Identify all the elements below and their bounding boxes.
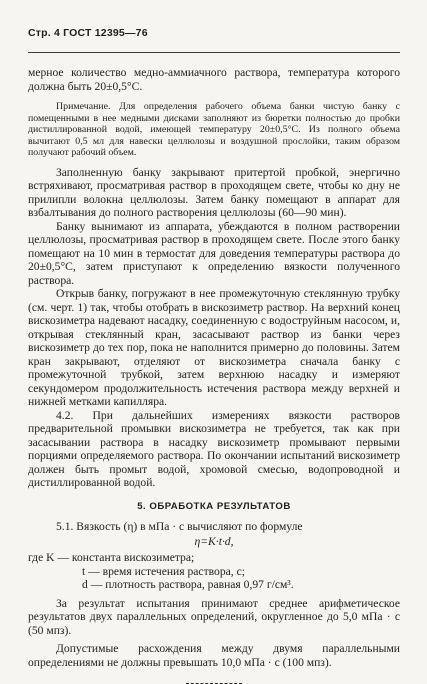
viscosity-formula: η=K·t·d, [194, 534, 234, 548]
definition-t: t — время истечения раствора, с; [82, 564, 245, 578]
paragraph-thermostat: Банку вынимают из аппарата, убеждаются в полном растворении целлюлозы, просматривая раствор в проходящем свете. После этого банку помещают на 10 мин в термостат для доведения температуры раствора до 20±0,5°С, затем приступают к определению вязкости полученного раствора. [28, 219, 400, 287]
paragraph-5-1: 5.1. Вязкость (η) в мПа · с вычисляют по формуле [56, 520, 303, 534]
paragraph-viscometer: Открыв банку, погружают в нее промежуточную стеклянную трубку (см. черт. 1) так, чтобы отобрать в вискозиметр раствор. На верхний конец вискозиметра надевают насадку, соединенную с водоструйным насосом, и, открывая стеклянный кран, засасывают раствор из банки через вискозиметр до тех пор, пока не наполнится примерно до половины. Затем кран закрывают, отделяют от вискозиметра сначала банку с промежуточной трубкой, затем верхнюю насадку и измеряют секундомером продолжительность истечения раствора между верхней и нижней метками капилляра. [28, 287, 400, 409]
definition-k [28, 551, 400, 565]
paragraph-result: За результат испытания принимают среднее арифметическое результатов двух параллельных определений, округленное до 5,0 мПа · с (50 мпз). [28, 596, 400, 637]
note-paragraph: Примечание. Для определения рабочего объема банки чистую банку с помещенными в нее медными дисками заполняют из бюретки полностью до пробки дистиллированной водой, имеющей температуру 20±0,5°С. Из полного объема вычитают 0,5 мл для навески целлюлозы и воздушной прослойки, таким образом получают рабочий объем. [28, 101, 400, 159]
header-rule [28, 52, 400, 53]
definition-k-text: K — константа вискозиметра; [46, 551, 195, 565]
paragraph-continuation: мерное количество медно-аммиачного раствора, температура которого должна быть 20±0,5°С. [28, 66, 400, 93]
document-body [28, 66, 400, 684]
section-title: 5. ОБРАБОТКА РЕЗУЛЬТАТОВ [137, 500, 291, 512]
paragraph-4-2: 4.2. При дальнейших измерениях вязкости растворов предварительной промывки вискозиметра не требуется, так как при засасывании раствора в насадку вискозиметр промывают первыми порциями определяемого раствора. По окончании испытаний вискозиметр должен быть промыт водой, хромовой смесью, водопроводной и дистиллированной водой. [28, 408, 400, 490]
paragraph-tolerance: Допустимые расхождения между двумя параллельными определениями не должны превышать 10,0 мПа · с (100 мпз). [28, 642, 400, 669]
page-header: Стр. 4 ГОСТ 12395—76 [28, 27, 148, 39]
paragraph-shaking: Заполненную банку закрывают притертой пробкой, энергично встряхивают, просматривая раствор в проходящем свете, чтобы ко дну не прилипли волокна целлюлозы. Затем банку помещают в аппарат для взбалтывания до полного растворения целлюлозы (60—90 мин). [28, 165, 400, 220]
where-label: где [28, 551, 44, 565]
definition-d: d — плотность раствора, равная 0,97 г/см³. [82, 578, 294, 592]
